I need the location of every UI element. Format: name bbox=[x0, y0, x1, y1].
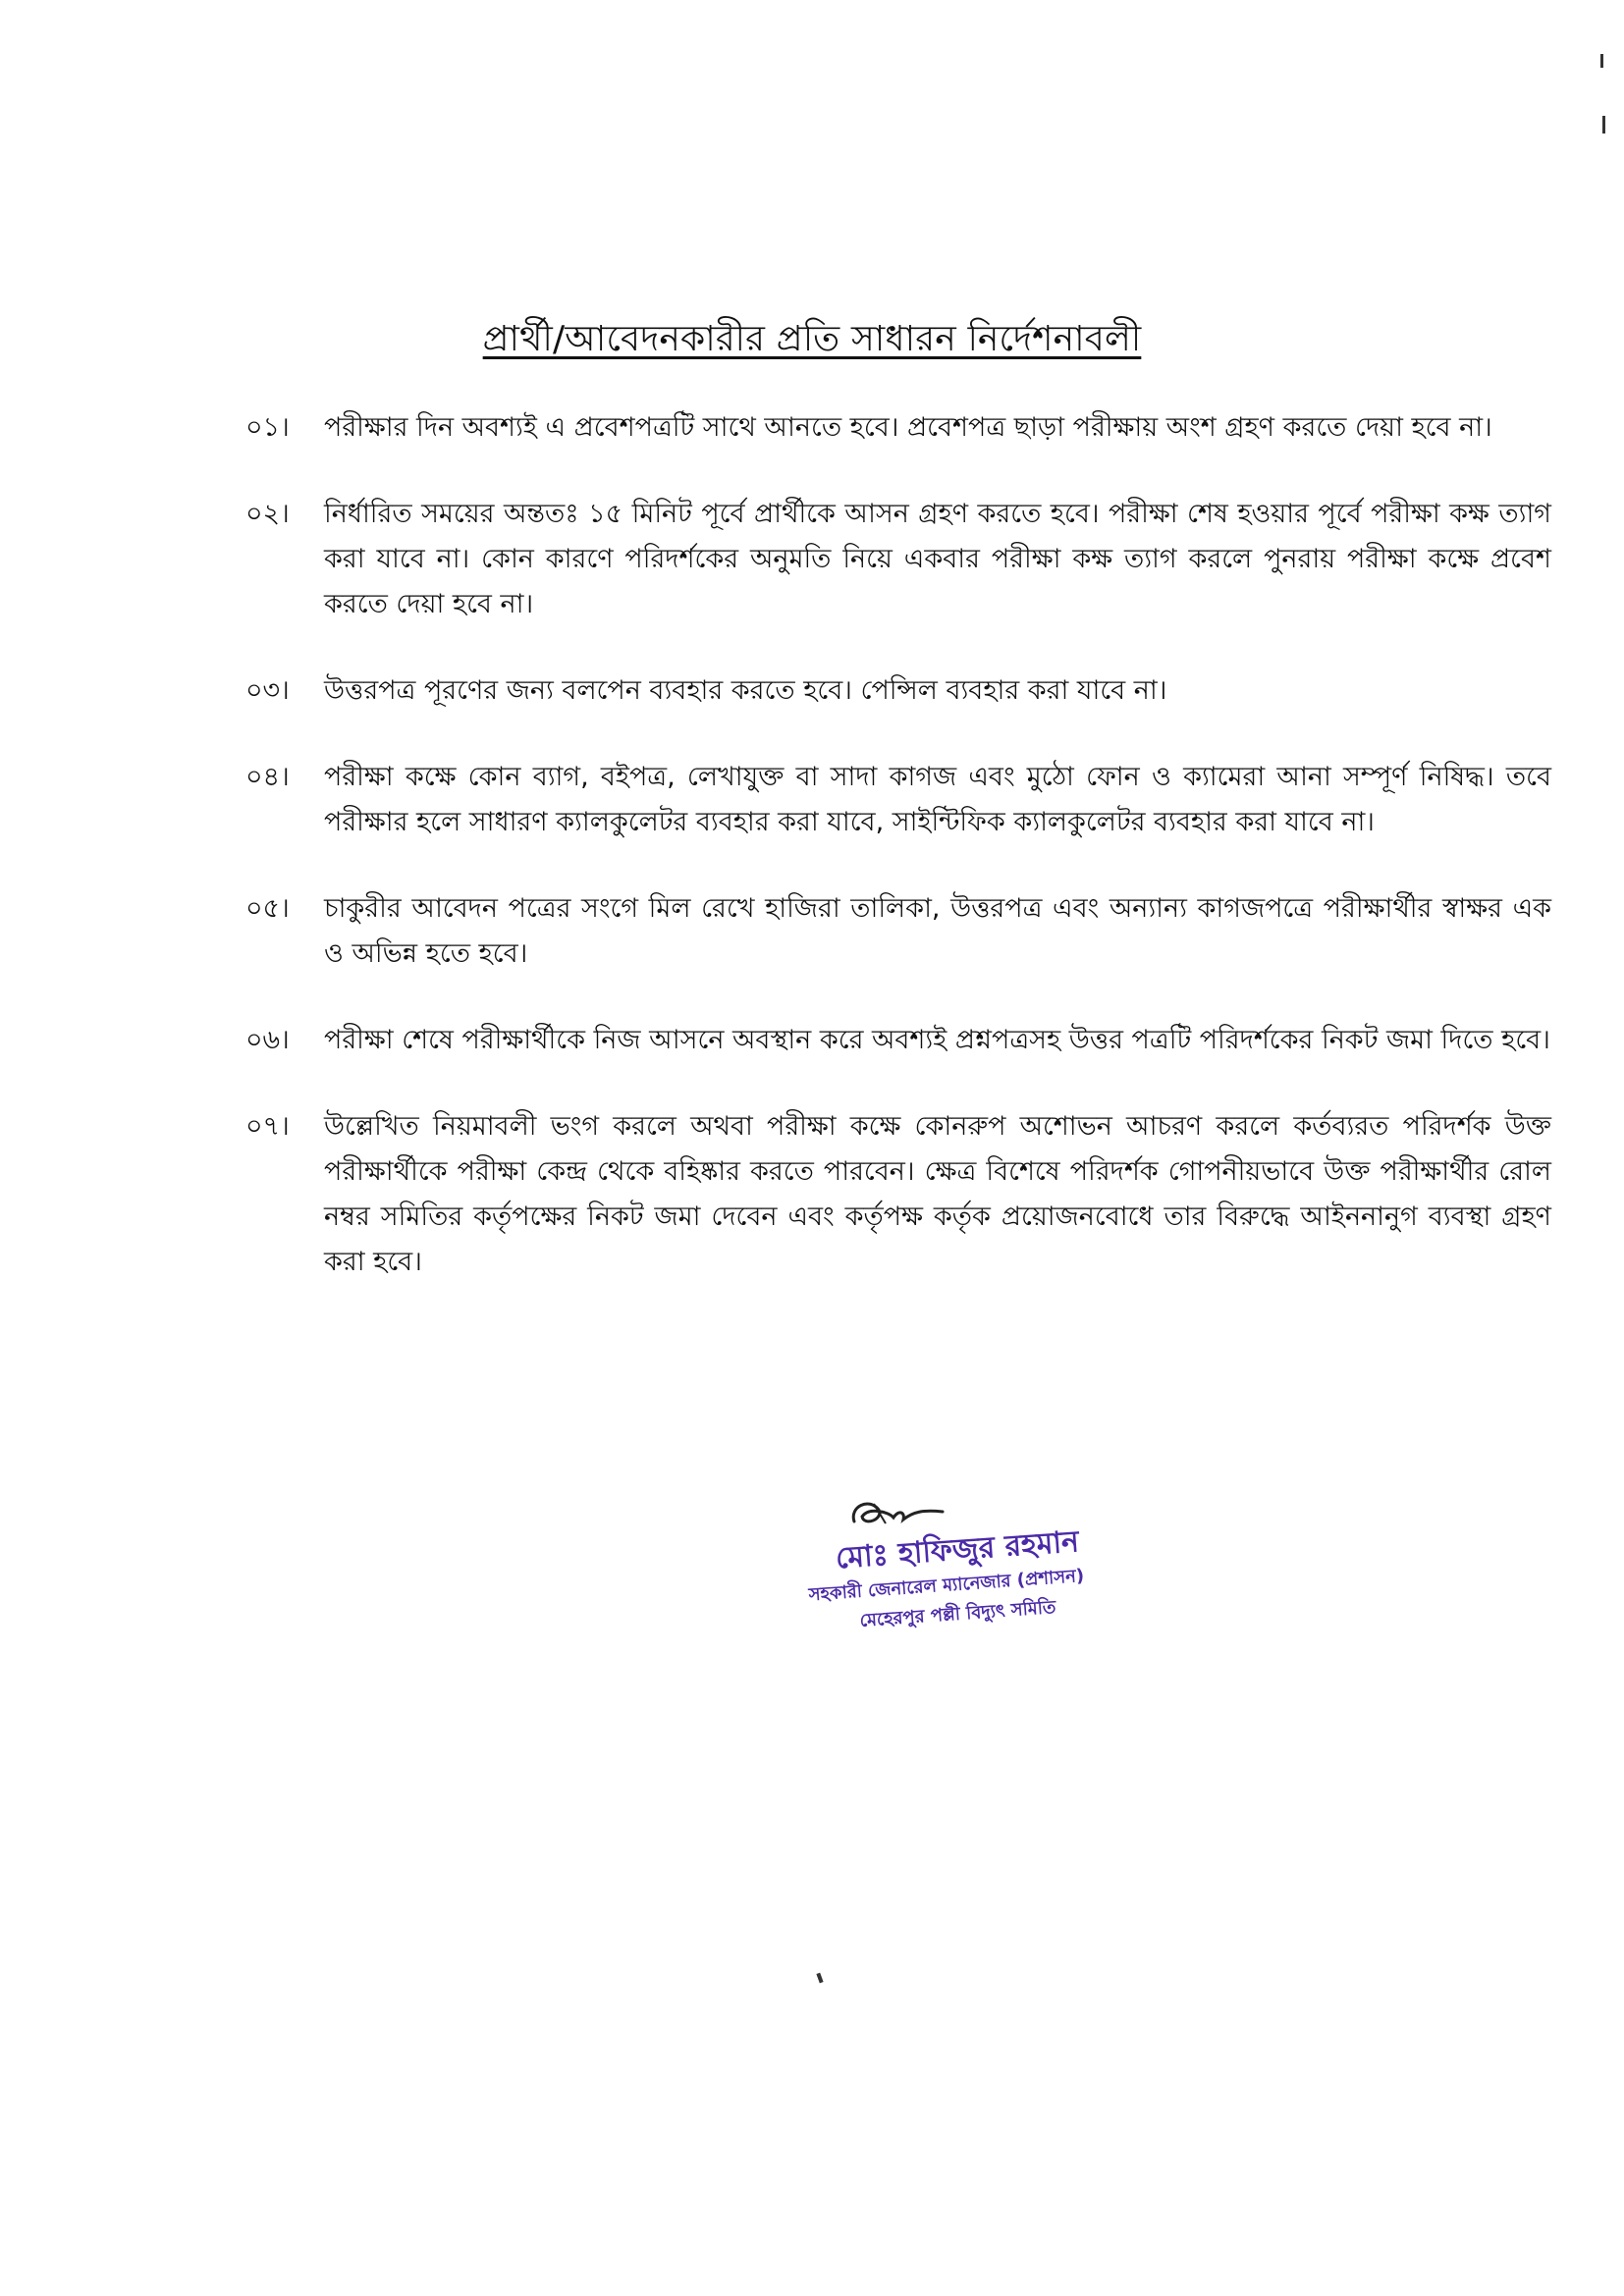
list-item bbox=[245, 668, 1551, 714]
item-number: ০২। bbox=[245, 499, 290, 529]
list-item bbox=[245, 405, 1551, 451]
item-number: ০৪। bbox=[245, 762, 290, 792]
item-text: চাকুরীর আবেদন পত্রের সংগে মিল রেখে হাজিরা তালিকা, উত্তরপত্র এবং অন্যান্য কাগজপত্রে পরীক্ষার্থীর স্বাক্ষর এক ও অভিন্ন হতে হবে। bbox=[324, 893, 1551, 969]
item-text: উত্তরপত্র পূরণের জন্য বলপেন ব্যবহার করতে হবে। পেন্সিল ব্যবহার করা যাবে না। bbox=[324, 675, 1167, 706]
list-item bbox=[245, 1104, 1551, 1285]
instruction-list bbox=[245, 405, 1551, 1326]
signature-block bbox=[785, 1472, 1237, 1669]
item-text: নির্ধারিত সময়ের অন্ততঃ ১৫ মিনিট পূর্বে প্রার্থীকে আসন গ্রহণ করতে হবে। পরীক্ষা শেষ হওয়ার পূর্বে পরীক্ষা কক্ষ ত্যাগ করা যাবে না। কোন কারণে পরিদর্শকের অনুমতি নিয়ে একবার পরীক্ষা কক্ষ ত্যাগ করলে পুনরায় পরীক্ষা কক্ষে প্রবেশ করতে দেয়া হবে না। bbox=[324, 499, 1551, 619]
scan-speck bbox=[1602, 116, 1605, 133]
item-number: ০৬। bbox=[245, 1025, 290, 1055]
scan-speck bbox=[1600, 54, 1603, 68]
seal-designation: সহকারী জেনারেল ম্যানেজার (প্রশাসন) bbox=[808, 1565, 1085, 1606]
item-text: পরীক্ষা কক্ষে কোন ব্যাগ, বইপত্র, লেখাযুক্ত বা সাদা কাগজ এবং মুঠো ফোন ও ক্যামেরা আনা সম্পূর্ণ নিষিদ্ধ। তবে পরীক্ষার হলে সাধারণ ক্যালকুলেটর ব্যবহার করা যাবে, সাইন্টিফিক ক্যালকুলেটর ব্যবহার করা যাবে না। bbox=[324, 762, 1551, 837]
item-number: ০৭। bbox=[245, 1111, 290, 1142]
seal-name: মোঃ হাফিজুর রহমান bbox=[835, 1524, 1081, 1576]
item-text: পরীক্ষা শেষে পরীক্ষার্থীকে নিজ আসনে অবস্থান করে অবশ্যই প্রশ্নপত্রসহ উত্তর পত্রটি পরিদর্শকের নিকট জমা দিতে হবে। bbox=[324, 1025, 1550, 1055]
seal-organization: মেহেরপুর পল্লী বিদ্যুৎ সমিতি bbox=[858, 1596, 1057, 1631]
list-item bbox=[245, 886, 1551, 977]
list-item bbox=[245, 1018, 1551, 1063]
item-number: ০৫। bbox=[245, 893, 290, 924]
item-text: উল্লেখিত নিয়মাবলী ভংগ করলে অথবা পরীক্ষা কক্ষে কোনরুপ অশোভন আচরণ করলে কর্তব্যরত পরিদর্শক উক্ত পরীক্ষার্থীকে পরীক্ষা কেন্দ্র থেকে বহিষ্কার করতে পারবেন। ক্ষেত্র বিশেষে পরিদর্শক গোপনীয়ভাবে উক্ত পরীক্ষার্থীর রোল নম্বর সমিতির কর্তৃপক্ষের নিকট জমা দেবেন এবং কর্তৃপক্ষ কর্তৃক প্রয়োজনবোধে তার বিরুদ্ধে আইননানুগ ব্যবস্থা গ্রহণ করা হবে। bbox=[324, 1111, 1551, 1277]
scan-speck bbox=[816, 1973, 823, 1984]
item-number: ০৩। bbox=[245, 675, 290, 706]
item-text: পরীক্ষার দিন অবশ্যই এ প্রবেশপত্রটি সাথে আনতে হবে। প্রবেশপত্র ছাড়া পরীক্ষায় অংশ গ্রহণ করতে দেয়া হবে না। bbox=[324, 412, 1492, 443]
list-item bbox=[245, 755, 1551, 845]
item-number: ০১। bbox=[245, 412, 290, 443]
document-title: প্রার্থী/আবেদনকারীর প্রতি সাধারন নির্দেশনাবলী bbox=[482, 319, 1142, 359]
list-item bbox=[245, 492, 1551, 627]
